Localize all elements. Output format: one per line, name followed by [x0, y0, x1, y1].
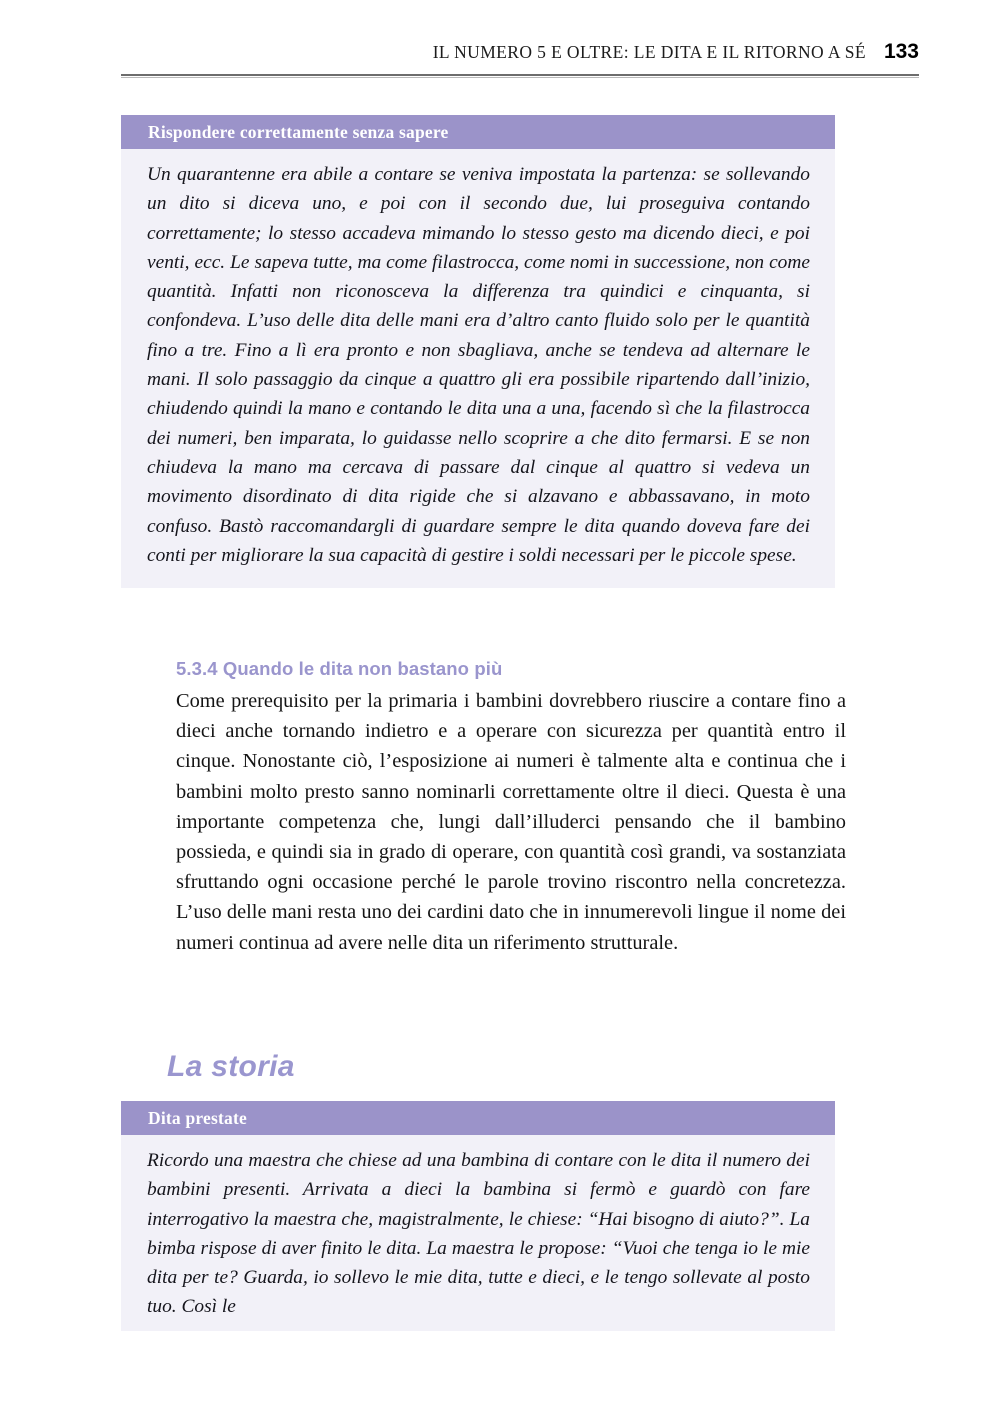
story-box-rispondere-correttamente [121, 115, 835, 588]
story-box-title: Dita prestate [148, 1107, 247, 1128]
story-box-body [121, 1135, 835, 1331]
running-head-title: IL NUMERO 5 E OLTRE: LE DITA E IL RITORNO A SÉ [432, 42, 866, 62]
story-box-title: Rispondere correttamente senza sapere [148, 121, 449, 142]
story-box-body [121, 149, 835, 588]
subsection-paragraph: Come prerequisito per la primaria i bambini dovrebbero riuscire a contare fino a dieci anche tornando indietro e a operare con sicurezza per quantità entro il cinque. Nonostante ciò, l’esposizione ai numeri è talmente alta e continua che i bambini molto presto sanno nominarli correttamente oltre il dieci. Questa è una importante competenza che, lungi dall’illuderci pensando che il bambino possieda, e quindi sia in grado di operare, con quantità così grandi, va sostanziata sfruttando ogni occasione perché le parole trovino riscontro nella concretezza. L’uso delle mani resta uno dei cardini dato che in innumerevoli lingue il nome dei numeri continua ad avere nelle dita un riferimento strutturale. [176, 690, 846, 954]
page-number: 133 [883, 40, 919, 63]
story-box-header [121, 1101, 835, 1135]
subsection-5-3-4 [176, 658, 846, 958]
header-rule-secondary [121, 77, 919, 78]
story-box-header [121, 115, 835, 149]
subsection-title: 5.3.4 Quando le dita non bastano più [176, 658, 503, 679]
running-head [121, 40, 919, 64]
header-rule [121, 74, 919, 76]
section-heading-la-storia: La storia [167, 1050, 295, 1083]
story-box-paragraph: Ricordo una maestra che chiese ad una bambina di contare con le dita il numero dei bambini presenti. Arrivata a dieci la bambina si fermò e guardò con fare interrogativo la maestra che, magistralmente, le chiese: “Hai bisogno di aiuto?”. La bimba rispose di aver finito le dita. La maestra le propose: “Vuoi che tenga io le mie dita per te? Guarda, io sollevo le mie dita, tutte e dieci, e le tengo sollevate al posto tuo. Così le [147, 1150, 810, 1318]
story-box-paragraph: Un quarantenne era abile a contare se veniva impostata la partenza: se sollevando un dito si diceva uno, e poi con il secondo due, lui proseguiva contando correttamente; lo stesso accadeva mimando lo stesso gesto ma dicendo dieci, e poi venti, ecc. Le sapeva tutte, ma come filastrocca, come nomi in successione, non come quantità. Infatti non riconosceva la differenza tra quindici e cinquanta, si confondeva. L’uso delle dita delle mani era d’altro canto fluido solo per le quantità fino a tre. Fino a lì era pronto e non sbagliava, anche se tendeva ad alternare le mani. Il solo passaggio da cinque a quattro gli era possibile ripartendo dall’inizio, chiudendo quindi la mano e contando le dita una a una, facendo sì che la filastrocca dei numeri, ben imparata, lo guidasse nello scoprire a che dito fermarsi. E se non chiudeva la mano ma cercava di passare dal cinque al quattro si vedeva un movimento disordinato di dita rigide che si alzavano e abbassavano, in moto confuso. Bastò raccomandargli di guardare sempre le dita quando doveva fare dei conti per migliorare la sua capacità di gestire i soldi necessari per le piccole spese. [147, 164, 810, 566]
story-box-dita-prestate [121, 1101, 835, 1331]
